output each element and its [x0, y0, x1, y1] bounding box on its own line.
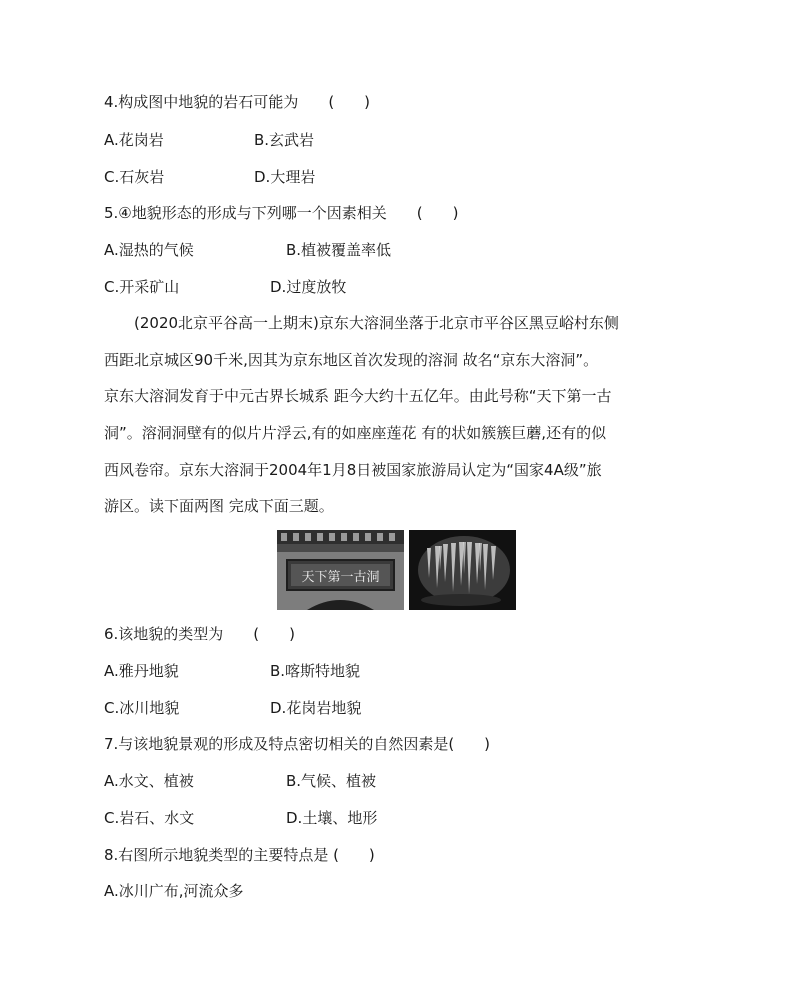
q5-option-a: A.湿热的气候: [104, 241, 194, 259]
q6-stem: 6.该地貌的类型为 ( ): [104, 625, 296, 643]
cave-entrance-photo: [277, 530, 404, 610]
passage-line-1: (2020北京平谷高一上期末)京东大溶洞坐落于北京市平谷区黑豆峪村东侧: [104, 314, 619, 332]
q8-stem: 8.右图所示地貌类型的主要特点是 ( ): [104, 846, 375, 864]
q6-option-a: A.雅丹地貌: [104, 662, 179, 680]
q4-option-a: A.花岗岩: [104, 131, 164, 149]
q7-stem: 7.与该地貌景观的形成及特点密切相关的自然因素是( ): [104, 735, 491, 753]
q4-option-b: B.玄武岩: [254, 131, 315, 149]
q4-option-c: C.石灰岩: [104, 168, 165, 186]
passage-line-4: 洞”。溶洞洞壁有的似片片浮云,有的如座座莲花 有的状如簇簇巨蘑,还有的似: [104, 424, 607, 442]
q6-option-c: C.冰川地貌: [104, 699, 180, 717]
q5-stem: 5.④地貌形态的形成与下列哪一个因素相关 ( ): [104, 204, 459, 222]
cave-sign-text: 天下第一古洞: [301, 570, 380, 585]
q4-option-d: D.大理岩: [254, 168, 316, 186]
q4-stem: 4.构成图中地貌的岩石可能为 ( ): [104, 93, 371, 111]
q5-option-c: C.开采矿山: [104, 278, 180, 296]
q6-option-d: D.花岗岩地貌: [270, 699, 362, 717]
q7-option-d: D.土壤、地形: [286, 809, 378, 827]
q7-option-b: B.气候、植被: [286, 772, 377, 790]
q6-option-b: B.喀斯特地貌: [270, 662, 361, 680]
q5-option-d: D.过度放牧: [270, 278, 347, 296]
passage-line-2: 西距北京城区90千米,因其为京东地区首次发现的溶洞 故名“京东大溶洞”。: [104, 351, 599, 369]
cave-stalactite-photo: [409, 530, 516, 610]
q8-option-a: A.冰川广布,河流众多: [104, 882, 244, 900]
q7-option-c: C.岩石、水文: [104, 809, 195, 827]
passage-line-6: 游区。读下面两图 完成下面三题。: [104, 497, 334, 515]
passage-line-5: 西风卷帘。京东大溶洞于2004年1月8日被国家旅游局认定为“国家4A级”旅: [104, 461, 602, 479]
q5-option-b: B.植被覆盖率低: [286, 241, 392, 259]
q7-option-a: A.水文、植被: [104, 772, 194, 790]
passage-line-3: 京东大溶洞发育于中元古界长城系 距今大约十五亿年。由此号称“天下第一古: [104, 387, 612, 405]
